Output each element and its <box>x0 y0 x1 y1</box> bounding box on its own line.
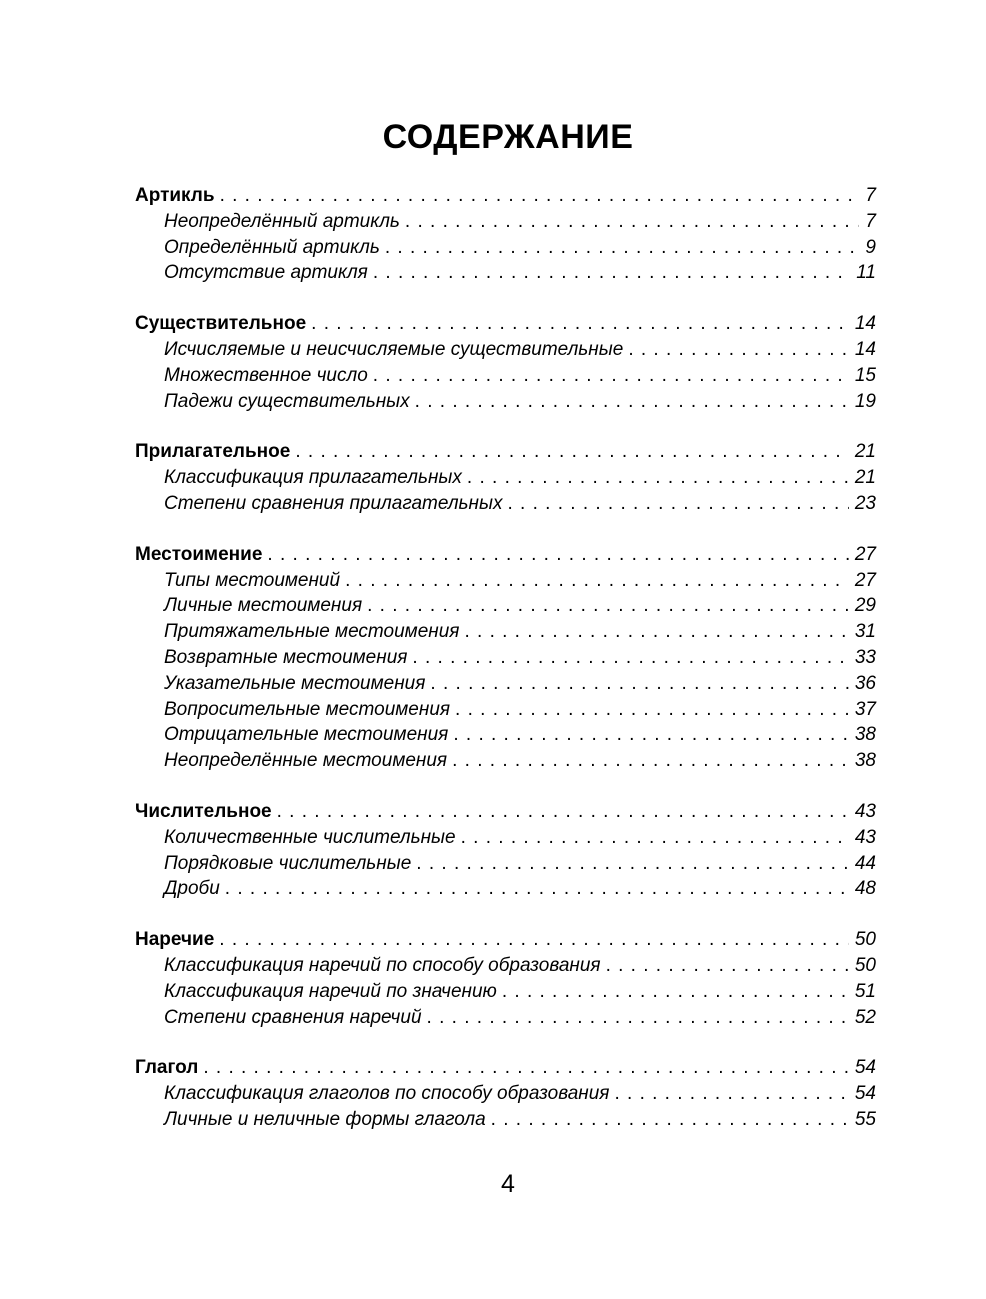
toc-subsection-row[interactable] <box>135 953 876 979</box>
toc-entry-label: Указательные местоимения <box>164 672 426 694</box>
toc-entry-page: 29 <box>854 595 876 617</box>
toc-entry-label: Классификация прилагательных <box>164 467 462 489</box>
toc-subsection-row[interactable] <box>135 619 876 645</box>
toc-chapter-row[interactable] <box>135 183 876 209</box>
toc-entry-page: 43 <box>854 826 876 848</box>
toc-section <box>135 439 876 516</box>
dot-leader <box>507 491 848 517</box>
dot-leader <box>415 389 849 415</box>
toc-entry-page: 27 <box>854 569 876 591</box>
toc-entry-page: 33 <box>854 646 876 668</box>
toc-entry-page: 9 <box>865 236 876 258</box>
toc-entry-page: 55 <box>854 1108 876 1130</box>
toc-entry-page: 48 <box>854 878 876 900</box>
toc-chapter-row[interactable] <box>135 542 876 568</box>
dot-leader <box>203 1055 849 1081</box>
toc-entry-label: Личные местоимения <box>164 595 363 617</box>
toc-entry-label: Классификация глаголов по способу образования <box>164 1083 610 1105</box>
toc-entry-page: 51 <box>854 980 876 1002</box>
toc-entry-label: Классификация наречий по значению <box>164 980 497 1002</box>
dot-leader <box>345 568 849 594</box>
toc-entry-page: 52 <box>854 1006 876 1028</box>
toc-entry-page: 23 <box>854 492 876 514</box>
toc-entry-label: Отсутствие артикля <box>164 262 368 284</box>
toc-entry-page: 44 <box>854 852 876 874</box>
toc-entry-page: 27 <box>854 543 876 565</box>
dot-leader <box>416 851 849 877</box>
toc-entry-page: 50 <box>854 954 876 976</box>
toc-subsection-row[interactable] <box>135 1107 876 1133</box>
toc-subsection-row[interactable] <box>135 1005 876 1031</box>
dot-leader <box>491 1107 849 1133</box>
toc-subsection-row[interactable] <box>135 593 876 619</box>
toc-entry-page: 43 <box>854 800 876 822</box>
toc-entry-page: 50 <box>854 929 876 951</box>
toc-entry-page: 37 <box>854 698 876 720</box>
toc-entry-page: 14 <box>854 313 876 335</box>
dot-leader <box>430 671 848 697</box>
toc-entry-label: Количественные числительные <box>164 826 456 848</box>
toc-subsection-row[interactable] <box>135 851 876 877</box>
toc-section <box>135 799 876 902</box>
dot-leader <box>295 439 849 465</box>
dot-leader <box>311 311 849 337</box>
toc-subsection-row[interactable] <box>135 491 876 517</box>
page-number: 4 <box>501 1170 515 1198</box>
toc-section <box>135 927 876 1030</box>
toc-entry-page: 36 <box>854 672 876 694</box>
toc-subsection-row[interactable] <box>135 235 876 261</box>
toc-subsection-row[interactable] <box>135 876 876 902</box>
toc-entry-page: 21 <box>854 441 876 463</box>
toc-entry-label: Исчисляемые и неисчисляемые существительные <box>164 338 624 360</box>
toc-subsection-row[interactable] <box>135 209 876 235</box>
toc-chapter-row[interactable] <box>135 1055 876 1081</box>
toc-entry-label: Неопределённый артикль <box>164 210 400 232</box>
toc-entry-page: 54 <box>854 1083 876 1105</box>
toc-entry-label: Порядковые числительные <box>164 852 412 874</box>
toc-section <box>135 542 876 774</box>
dot-leader <box>453 722 849 748</box>
toc-subsection-row[interactable] <box>135 825 876 851</box>
toc-entry-label: Артикль <box>135 185 215 206</box>
toc-entry-label: Возвратные местоимения <box>164 646 408 668</box>
dot-leader <box>427 1005 849 1031</box>
toc-entry-label: Множественное число <box>164 364 368 386</box>
toc-subsection-row[interactable] <box>135 979 876 1005</box>
toc-entry-page: 14 <box>854 338 876 360</box>
dot-leader <box>225 876 849 902</box>
toc-entry-page: 11 <box>856 262 876 284</box>
dot-leader <box>373 260 850 286</box>
toc-chapter-row[interactable] <box>135 439 876 465</box>
toc-entry-page: 31 <box>854 621 876 643</box>
dot-leader <box>461 825 849 851</box>
dot-leader <box>502 979 849 1005</box>
toc-subsection-row[interactable] <box>135 260 876 286</box>
toc-section <box>135 1055 876 1132</box>
table-of-contents <box>135 183 876 1158</box>
dot-leader <box>219 927 849 953</box>
dot-leader <box>412 645 848 671</box>
toc-entry-label: Степени сравнения прилагательных <box>164 492 503 514</box>
toc-chapter-row[interactable] <box>135 311 876 337</box>
toc-entry-label: Местоимение <box>135 543 263 565</box>
dot-leader <box>373 363 849 389</box>
toc-entry-label: Наречие <box>135 929 215 951</box>
toc-entry-page: 19 <box>854 390 876 412</box>
dot-leader <box>385 235 860 261</box>
toc-entry-page: 38 <box>854 724 876 746</box>
toc-entry-label: Прилагательное <box>135 441 291 463</box>
dot-leader <box>277 799 849 825</box>
toc-entry-page: 54 <box>854 1057 876 1079</box>
toc-subsection-row[interactable] <box>135 645 876 671</box>
toc-entry-label: Существительное <box>135 313 307 335</box>
toc-section <box>135 311 876 414</box>
toc-subsection-row[interactable] <box>135 568 876 594</box>
toc-entry-label: Степени сравнения наречий <box>164 1006 422 1028</box>
dot-leader <box>614 1081 848 1107</box>
dot-leader <box>464 619 848 645</box>
dot-leader <box>455 697 849 723</box>
page-title: СОДЕРЖАНИЕ <box>382 118 634 156</box>
toc-subsection-row[interactable] <box>135 1081 876 1107</box>
toc-subsection-row[interactable] <box>135 697 876 723</box>
toc-section <box>135 183 876 286</box>
dot-leader <box>405 209 860 235</box>
toc-subsection-row[interactable] <box>135 337 876 363</box>
toc-entry-label: Классификация наречий по способу образования <box>164 954 601 976</box>
toc-subsection-row[interactable] <box>135 363 876 389</box>
dot-leader <box>220 183 860 209</box>
toc-entry-label: Дроби <box>164 878 220 900</box>
toc-entry-label: Глагол <box>135 1057 199 1079</box>
dot-leader <box>367 593 849 619</box>
toc-entry-label: Числительное <box>135 800 272 822</box>
toc-entry-page: 38 <box>854 750 876 772</box>
toc-entry-label: Отрицательные местоимения <box>164 724 449 746</box>
toc-entry-page: 7 <box>865 210 876 232</box>
dot-leader <box>606 953 849 979</box>
dot-leader <box>467 465 849 491</box>
toc-subsection-row[interactable] <box>135 722 876 748</box>
toc-subsection-row[interactable] <box>135 465 876 491</box>
toc-entry-page: 21 <box>854 467 876 489</box>
toc-entry-label: Притяжательные местоимения <box>164 621 460 643</box>
toc-chapter-row[interactable] <box>135 927 876 953</box>
toc-entry-label: Неопределённые местоимения <box>164 750 448 772</box>
dot-leader <box>628 337 849 363</box>
toc-entry-label: Падежи существительных <box>164 390 410 412</box>
toc-entry-label: Определённый артикль <box>164 236 380 258</box>
toc-subsection-row[interactable] <box>135 389 876 415</box>
dot-leader <box>267 542 848 568</box>
toc-entry-label: Личные и неличные формы глагола <box>164 1108 486 1130</box>
dot-leader <box>452 748 849 774</box>
toc-entry-page: 7 <box>865 185 876 206</box>
toc-entry-label: Типы местоимений <box>164 569 341 591</box>
toc-subsection-row[interactable] <box>135 748 876 774</box>
toc-entry-page: 15 <box>854 364 876 386</box>
toc-entry-label: Вопросительные местоимения <box>164 698 451 720</box>
toc-subsection-row[interactable] <box>135 671 876 697</box>
toc-chapter-row[interactable] <box>135 799 876 825</box>
